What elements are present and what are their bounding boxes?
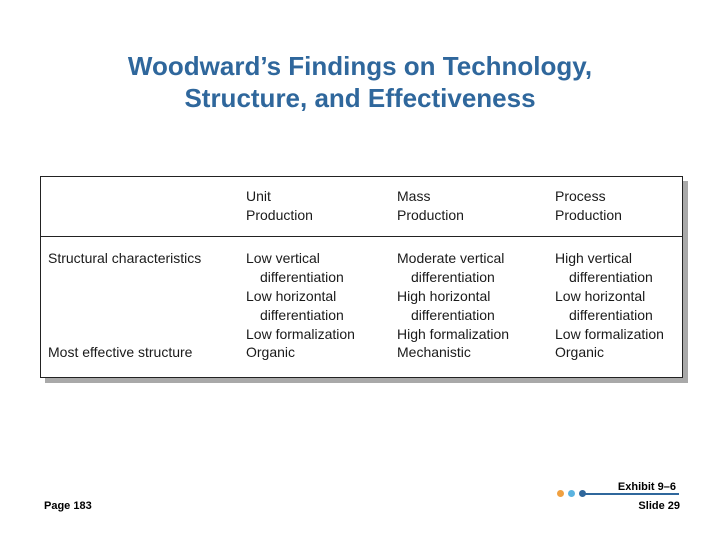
- header-unit-production: [246, 187, 313, 225]
- cell-text: High vertical: [555, 250, 633, 266]
- orange-dot-icon: [557, 490, 564, 497]
- cell-effective-unit: Organic: [246, 344, 296, 360]
- slide-number: Slide 29: [638, 500, 680, 512]
- cell-structural-mass: [397, 249, 509, 344]
- header-unit-line1: Unit: [246, 188, 271, 204]
- cell-text: differentiation: [260, 307, 344, 323]
- exhibit-underline: [583, 493, 679, 495]
- row-label-structural: Structural characteristics: [48, 250, 202, 266]
- cell-text: Low formalization: [555, 326, 664, 342]
- cell-text: High formalization: [397, 326, 510, 342]
- page-number: Page 183: [44, 500, 92, 512]
- header-process-line2: Production: [555, 207, 622, 223]
- header-process-line1: Process: [555, 188, 606, 204]
- header-mass-line1: Mass: [397, 188, 431, 204]
- header-mass-line2: Production: [397, 207, 464, 223]
- cell-text: differentiation: [411, 269, 495, 285]
- cell-structural-process: [555, 249, 664, 344]
- slide-title-line-1: Woodward’s Findings on Technology,: [127, 51, 593, 81]
- exhibit-table: [40, 176, 683, 378]
- cell-effective-mass: Mechanistic: [397, 344, 471, 360]
- cell-text: Low horizontal: [246, 288, 337, 304]
- light-blue-dot-icon: [568, 490, 575, 497]
- dark-blue-dot-icon: [579, 490, 586, 497]
- header-process-production: [555, 187, 622, 225]
- header-unit-line2: Production: [246, 207, 313, 223]
- cell-text: Low formalization: [246, 326, 355, 342]
- cell-text: Low horizontal: [555, 288, 646, 304]
- slide-title-line-2: Structure, and Effectiveness: [184, 83, 536, 113]
- cell-text: Low vertical: [246, 250, 320, 266]
- cell-text: differentiation: [569, 269, 653, 285]
- cell-text: High horizontal: [397, 288, 491, 304]
- cell-text: Moderate vertical: [397, 250, 505, 266]
- slide-title: [0, 50, 720, 114]
- cell-structural-unit: [246, 249, 355, 344]
- cell-effective-process: Organic: [555, 344, 605, 360]
- exhibit-label: Exhibit 9–6: [617, 481, 676, 493]
- cell-text: differentiation: [411, 307, 495, 323]
- header-divider: [41, 236, 682, 237]
- cell-text: differentiation: [260, 269, 344, 285]
- header-mass-production: [397, 187, 464, 225]
- row-label-effective: Most effective structure: [48, 344, 193, 360]
- cell-text: differentiation: [569, 307, 653, 323]
